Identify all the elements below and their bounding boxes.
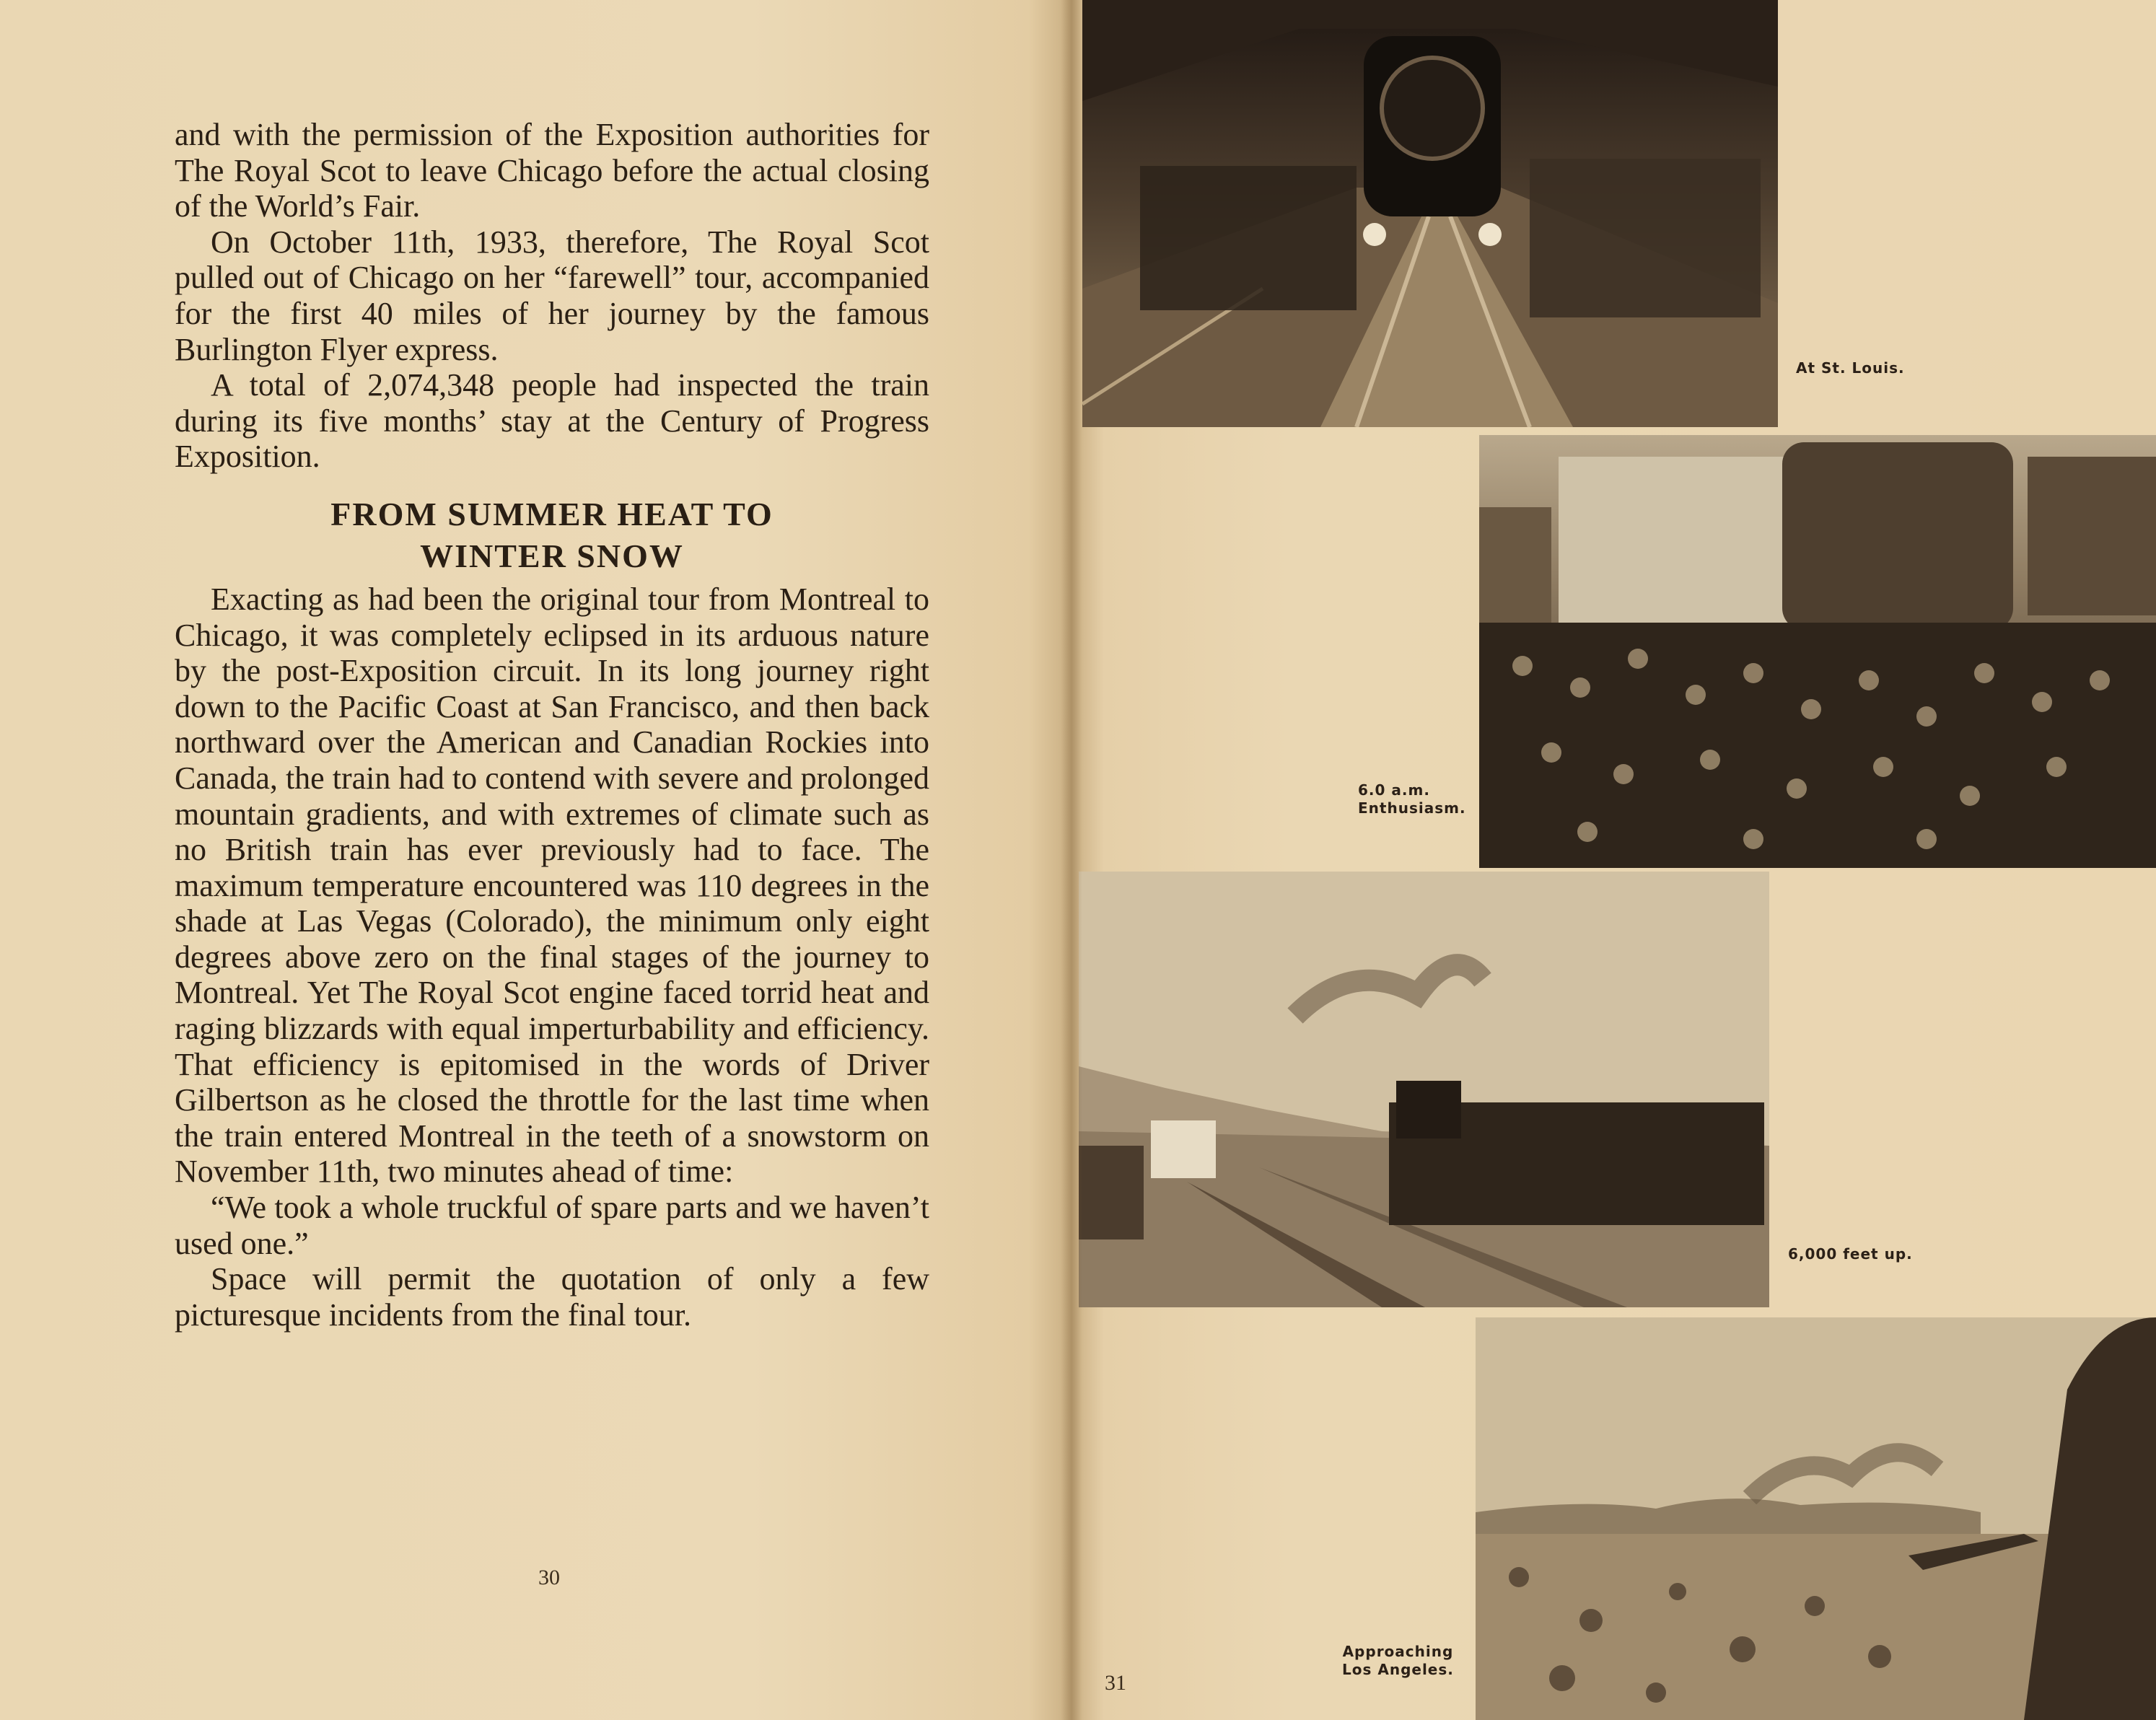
photo-los-angeles [1476,1317,2156,1720]
paragraph: Exacting as had been the original tour from Montreal to Chicago, it was completely eclipsed in its arduous nature by the post-Exposition circuit. In its long journey right down to the Pacific Coast at San Francisco, and then back northward over the American and Canadian Rockies into Canada, the train had to contend with severe and prolonged mountain gradients, and with extremes of climate such as no British train has ever previously had to face. The maximum temperature encountered was 110 degrees in the shade at Las Vegas (Colorado), the minimum only eight degrees above zero on the final stages of the journey to Montreal. Yet The Royal Scot engine faced torrid heat and raging blizzards with equal imperturbability and efficiency. That efficiency is epitomised in the words of Driver Gilbertson as he closed the throttle for the last time when the train entered Montreal in the teeth of a snowstorm on November 11th, two minutes ahead of time: [175,581,929,1190]
book-gutter [1061,0,1082,1720]
page-number-left: 30 [538,1566,560,1589]
paragraph: and with the permission of the Exposition authorities for The Royal Scot to leave Chicago before the actual closing of the World’s Fair. [175,117,929,224]
photo-enthusiasm [1479,435,2156,868]
heading-line-2: WINTER SNOW [420,537,684,574]
photo-6000-feet [1079,872,1769,1307]
left-page [0,0,1072,1720]
paragraph: Space will permit the quotation of only a few picturesque incidents from the final tour. [175,1261,929,1333]
heading-line-1: FROM SUMMER HEAT TO [330,495,774,532]
right-page [1072,0,2156,1720]
section-heading [175,493,929,577]
text-column [175,117,929,1333]
page-number-right: 31 [1105,1671,1126,1695]
caption-los-angeles: Approaching Los Angeles. [1342,1643,1454,1678]
quotation: “We took a whole truckful of spare parts and we haven’t used one.” [175,1190,929,1261]
paragraph: A total of 2,074,348 people had inspected the train during its five months’ stay at the Century of Progress Exposition. [175,367,929,475]
caption-st-louis: At St. Louis. [1796,359,1905,377]
photo-st-louis [1082,0,1778,427]
caption-6000-feet: 6,000 feet up. [1788,1245,1913,1263]
paragraph: On October 11th, 1933, therefore, The Royal Scot pulled out of Chicago on her “farewell” tour, accompanied for the first 40 miles of her journey by the famous Burlington Flyer express. [175,224,929,367]
caption-enthusiasm: 6.0 a.m. Enthusiasm. [1358,781,1466,817]
